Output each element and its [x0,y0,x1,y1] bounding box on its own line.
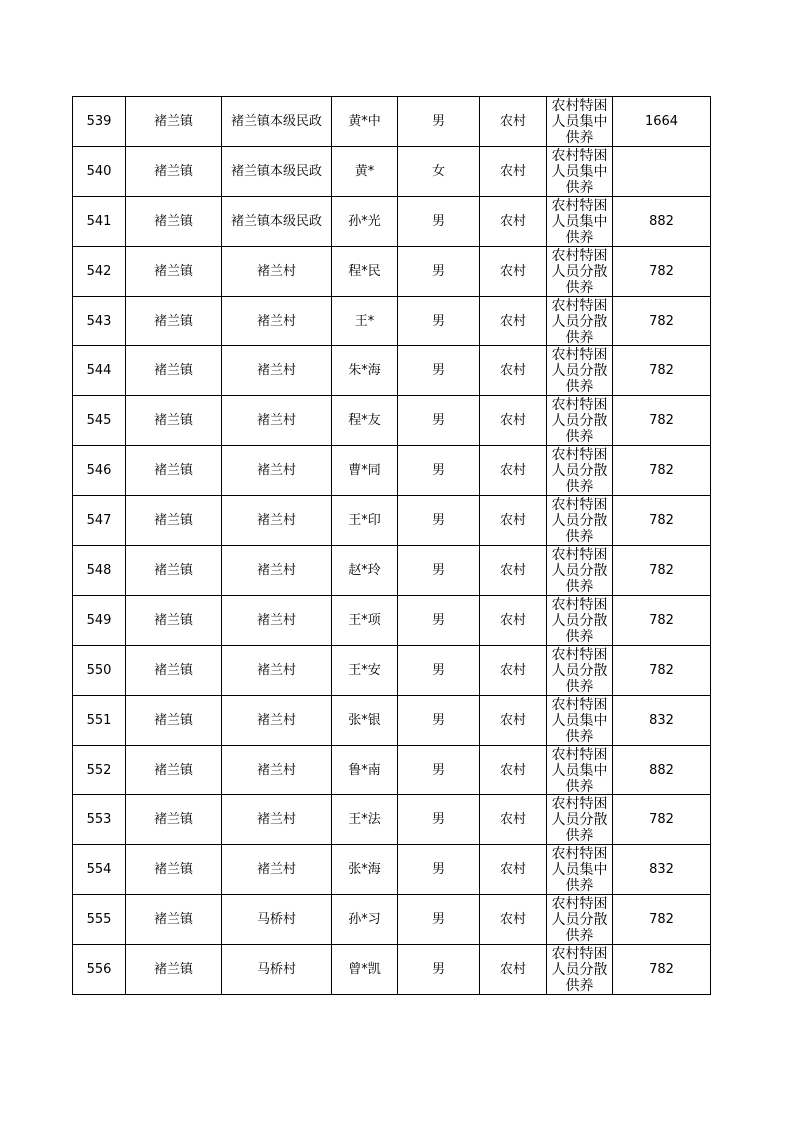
table-row [73,196,711,246]
table-row [73,795,711,845]
area-cell: 农村 [480,396,547,446]
row-number-cell: 549 [73,595,126,645]
relief-type-cell [547,446,613,496]
relief-type-text: 农村特困人员分散供养 [551,497,608,544]
unit-cell: 褚兰镇本级民政 [222,196,332,246]
table-row [73,97,711,147]
relief-type-text: 农村特困人员集中供养 [551,696,608,743]
table-row [73,745,711,795]
town-cell: 褚兰镇 [126,695,222,745]
row-number-cell: 554 [73,845,126,895]
gender-cell: 男 [398,845,480,895]
town-cell: 褚兰镇 [126,246,222,296]
unit-cell: 褚兰村 [222,595,332,645]
area-cell: 农村 [480,645,547,695]
row-number-cell: 546 [73,446,126,496]
relief-type-text: 农村特困人员分散供养 [551,397,608,444]
amount-cell: 782 [613,795,711,845]
area-cell: 农村 [480,745,547,795]
relief-type-text: 农村特困人员分散供养 [551,447,608,494]
row-number-cell: 544 [73,346,126,396]
gender-cell: 女 [398,146,480,196]
unit-cell: 褚兰村 [222,396,332,446]
amount-cell: 782 [613,346,711,396]
unit-cell: 褚兰村 [222,845,332,895]
gender-cell: 男 [398,396,480,446]
relief-type-text: 农村特困人员分散供养 [551,347,608,394]
amount-cell: 1664 [613,97,711,147]
town-cell: 褚兰镇 [126,146,222,196]
relief-type-cell [547,146,613,196]
relief-type-text: 农村特困人员集中供养 [551,846,608,893]
town-cell: 褚兰镇 [126,496,222,546]
table-row [73,845,711,895]
relief-type-cell [547,795,613,845]
gender-cell: 男 [398,246,480,296]
unit-cell: 马桥村 [222,895,332,945]
relief-type-text: 农村特困人员集中供养 [551,98,608,144]
name-cell: 孙*习 [332,895,398,945]
unit-cell: 褚兰村 [222,795,332,845]
name-cell: 黄*中 [332,97,398,147]
town-cell: 褚兰镇 [126,346,222,396]
amount-cell: 782 [613,496,711,546]
row-number-cell: 550 [73,645,126,695]
area-cell: 农村 [480,346,547,396]
amount-cell [613,146,711,196]
gender-cell: 男 [398,695,480,745]
unit-cell: 褚兰镇本级民政 [222,146,332,196]
town-cell: 褚兰镇 [126,296,222,346]
relief-type-text: 农村特困人员分散供养 [551,946,608,993]
amount-cell: 782 [613,246,711,296]
row-number-cell: 543 [73,296,126,346]
table-row [73,396,711,446]
relief-type-cell [547,945,613,995]
name-cell: 王*项 [332,595,398,645]
relief-type-cell [547,97,613,147]
relief-type-cell [547,695,613,745]
gender-cell: 男 [398,346,480,396]
gender-cell: 男 [398,296,480,346]
relief-type-text: 农村特困人员分散供养 [551,247,608,294]
name-cell: 张*海 [332,845,398,895]
table-row [73,146,711,196]
name-cell: 朱*海 [332,346,398,396]
unit-cell: 褚兰村 [222,546,332,596]
amount-cell: 782 [613,546,711,596]
gender-cell: 男 [398,546,480,596]
amount-cell: 882 [613,745,711,795]
name-cell: 曹*同 [332,446,398,496]
relief-type-text: 农村特困人员分散供养 [551,547,608,594]
row-number-cell: 541 [73,196,126,246]
relief-type-cell [547,396,613,446]
unit-cell: 褚兰村 [222,695,332,745]
table-row [73,695,711,745]
name-cell: 王* [332,296,398,346]
town-cell: 褚兰镇 [126,645,222,695]
name-cell: 曾*凯 [332,945,398,995]
area-cell: 农村 [480,146,547,196]
row-number-cell: 552 [73,745,126,795]
table-row [73,895,711,945]
name-cell: 王*印 [332,496,398,546]
relief-type-text: 农村特困人员集中供养 [551,746,608,793]
area-cell: 农村 [480,945,547,995]
area-cell: 农村 [480,845,547,895]
town-cell: 褚兰镇 [126,845,222,895]
area-cell: 农村 [480,97,547,147]
gender-cell: 男 [398,595,480,645]
name-cell: 王*安 [332,645,398,695]
row-number-cell: 539 [73,97,126,147]
area-cell: 农村 [480,446,547,496]
relief-type-cell [547,845,613,895]
unit-cell: 褚兰镇本级民政 [222,97,332,147]
relief-type-text: 农村特困人员分散供养 [551,646,608,693]
town-cell: 褚兰镇 [126,595,222,645]
relief-type-cell [547,745,613,795]
unit-cell: 马桥村 [222,945,332,995]
name-cell: 黄* [332,146,398,196]
table-row [73,945,711,995]
gender-cell: 男 [398,645,480,695]
name-cell: 赵*玲 [332,546,398,596]
town-cell: 褚兰镇 [126,196,222,246]
roster-body [73,97,711,995]
gender-cell: 男 [398,196,480,246]
relief-type-cell [547,296,613,346]
row-number-cell: 555 [73,895,126,945]
area-cell: 农村 [480,795,547,845]
area-cell: 农村 [480,246,547,296]
amount-cell: 782 [613,396,711,446]
table-row [73,446,711,496]
amount-cell: 782 [613,945,711,995]
unit-cell: 褚兰村 [222,745,332,795]
unit-cell: 褚兰村 [222,446,332,496]
relief-type-text: 农村特困人员分散供养 [551,796,608,843]
town-cell: 褚兰镇 [126,895,222,945]
area-cell: 农村 [480,895,547,945]
name-cell: 鲁*南 [332,745,398,795]
name-cell: 孙*光 [332,196,398,246]
town-cell: 褚兰镇 [126,97,222,147]
relief-type-text: 农村特困人员分散供养 [551,896,608,943]
relief-type-text: 农村特困人员集中供养 [551,147,608,194]
town-cell: 褚兰镇 [126,945,222,995]
table-row [73,246,711,296]
amount-cell: 882 [613,196,711,246]
row-number-cell: 548 [73,546,126,596]
relief-roster-table [72,96,711,995]
unit-cell: 褚兰村 [222,496,332,546]
row-number-cell: 551 [73,695,126,745]
relief-type-cell [547,196,613,246]
relief-type-cell [547,895,613,945]
amount-cell: 782 [613,895,711,945]
name-cell: 王*法 [332,795,398,845]
town-cell: 褚兰镇 [126,795,222,845]
name-cell: 程*民 [332,246,398,296]
table-row [73,595,711,645]
area-cell: 农村 [480,496,547,546]
relief-type-text: 农村特困人员分散供养 [551,596,608,643]
amount-cell: 782 [613,296,711,346]
row-number-cell: 545 [73,396,126,446]
area-cell: 农村 [480,595,547,645]
row-number-cell: 547 [73,496,126,546]
relief-type-cell [547,595,613,645]
amount-cell: 832 [613,845,711,895]
unit-cell: 褚兰村 [222,246,332,296]
relief-type-text: 农村特困人员分散供养 [551,297,608,344]
amount-cell: 832 [613,695,711,745]
gender-cell: 男 [398,945,480,995]
table-row [73,645,711,695]
area-cell: 农村 [480,296,547,346]
relief-type-text: 农村特困人员集中供养 [551,197,608,244]
row-number-cell: 542 [73,246,126,296]
row-number-cell: 553 [73,795,126,845]
gender-cell: 男 [398,496,480,546]
gender-cell: 男 [398,795,480,845]
area-cell: 农村 [480,546,547,596]
table-row [73,496,711,546]
name-cell: 程*友 [332,396,398,446]
relief-type-cell [547,645,613,695]
town-cell: 褚兰镇 [126,446,222,496]
table-row [73,546,711,596]
relief-type-cell [547,246,613,296]
town-cell: 褚兰镇 [126,745,222,795]
amount-cell: 782 [613,446,711,496]
table-row [73,346,711,396]
town-cell: 褚兰镇 [126,396,222,446]
name-cell: 张*银 [332,695,398,745]
row-number-cell: 540 [73,146,126,196]
gender-cell: 男 [398,895,480,945]
relief-type-cell [547,346,613,396]
amount-cell: 782 [613,595,711,645]
row-number-cell: 556 [73,945,126,995]
gender-cell: 男 [398,97,480,147]
gender-cell: 男 [398,446,480,496]
gender-cell: 男 [398,745,480,795]
table-row [73,296,711,346]
relief-type-cell [547,496,613,546]
unit-cell: 褚兰村 [222,645,332,695]
unit-cell: 褚兰村 [222,296,332,346]
amount-cell: 782 [613,645,711,695]
relief-type-cell [547,546,613,596]
town-cell: 褚兰镇 [126,546,222,596]
area-cell: 农村 [480,695,547,745]
area-cell: 农村 [480,196,547,246]
unit-cell: 褚兰村 [222,346,332,396]
